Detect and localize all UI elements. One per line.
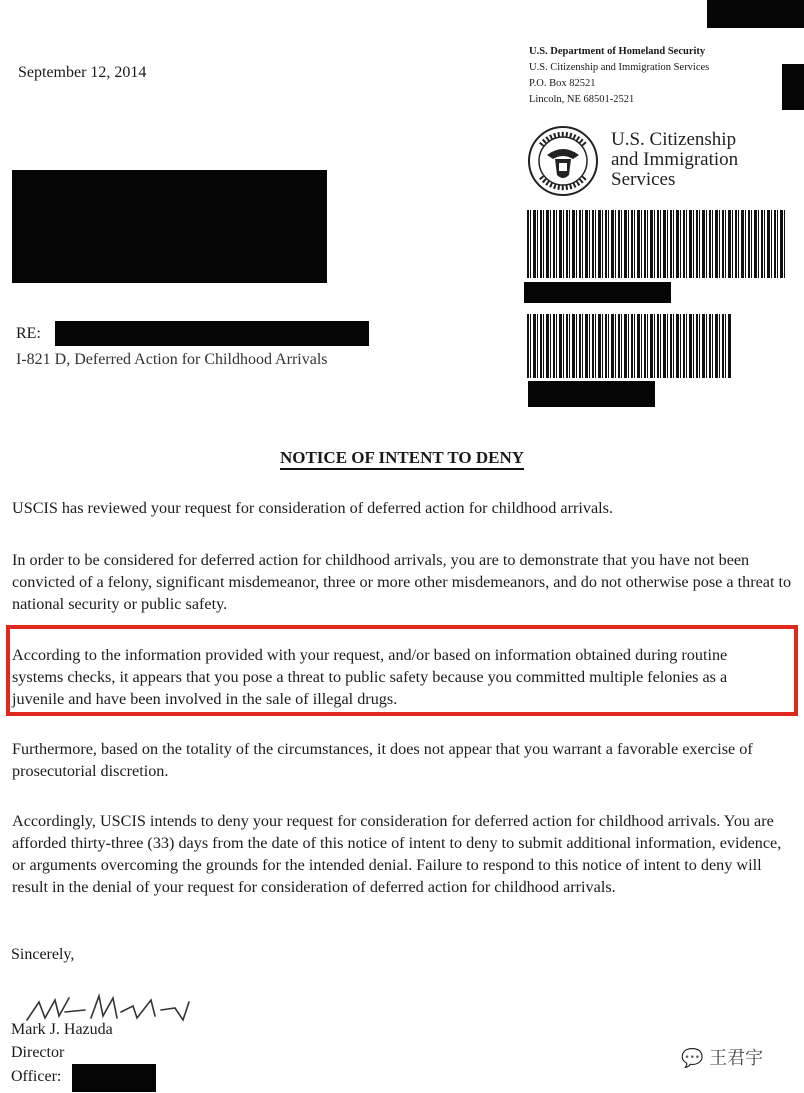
letter-date: September 12, 2014 [18, 64, 147, 81]
sender-po-box: P.O. Box 82521 [529, 78, 596, 89]
paragraph-1: USCIS has reviewed your request for consideration of deferred action for childhood arrivals. [12, 499, 613, 517]
redaction-re-name [55, 321, 369, 346]
notice-title-text: NOTICE OF INTENT TO DENY [280, 448, 524, 470]
sender-agency: U.S. Citizenship and Immigration Services [529, 62, 710, 73]
sender-address [529, 44, 709, 108]
redaction-recipient-address [12, 170, 327, 283]
agency-logo-line-1: U.S. Citizenship [611, 129, 737, 150]
signer-name: Mark J. Hazuda [11, 1021, 113, 1038]
wechat-icon: 💬 [681, 1048, 704, 1069]
paragraph-3: According to the information provided with your request, and/or based on information obtained during routine systems checks, it appears that you pose a threat to public safety because you committed multiple felonies as a juvenile and have been involved in the sale of illegal drugs. [12, 646, 728, 708]
sender-department: U.S. Department of Homeland Security [529, 46, 706, 57]
redaction-block-top [707, 0, 804, 28]
redaction-block-edge [782, 64, 804, 110]
closing: Sincerely, [11, 946, 75, 963]
subject-line: I-821 D, Deferred Action for Childhood Arrivals [16, 351, 328, 368]
re-label: RE: [16, 325, 41, 342]
sender-city: Lincoln, NE 68501-2521 [529, 94, 635, 105]
signer-title: Director [11, 1044, 65, 1061]
barcode-2 [527, 314, 731, 378]
agency-logo-line-2: and Immigration [611, 149, 739, 170]
redaction-barcode-1 [524, 282, 671, 303]
notice-title [0, 448, 804, 468]
redaction-barcode-2 [528, 381, 655, 407]
watermark [681, 1044, 763, 1070]
officer-label: Officer: [11, 1068, 62, 1085]
agency-logo-line-3: Services [611, 169, 676, 190]
watermark-text: 王君宇 [709, 1048, 764, 1069]
redaction-officer [72, 1064, 156, 1092]
barcode-1 [527, 210, 785, 278]
paragraph-2: In order to be considered for deferred action for childhood arrivals, you are to demonstrate that you have not been convicted of a felony, significant misdemeanor, three or more other misdemeanors, and do not otherwise pose a threat to national security or public safety. [12, 551, 792, 613]
paragraph-4: Furthermore, based on the totality of the circumstances, it does not appear that you warrant a favorable exercise of prosecutorial discretion. [12, 740, 753, 780]
dhs-seal-icon [527, 125, 599, 197]
agency-logo-text [611, 130, 738, 190]
paragraph-5: Accordingly, USCIS intends to deny your request for consideration for deferred action for childhood arrivals. You are afforded thirty-three (33) days from the date of this notice of intent to deny to submit additional information, evidence, or arguments overcoming the grounds for the intended denial. Failure to respond to this notice of intent to deny will result in the denial of your request for consideration of deferred action for childhood arrivals. [12, 812, 782, 896]
